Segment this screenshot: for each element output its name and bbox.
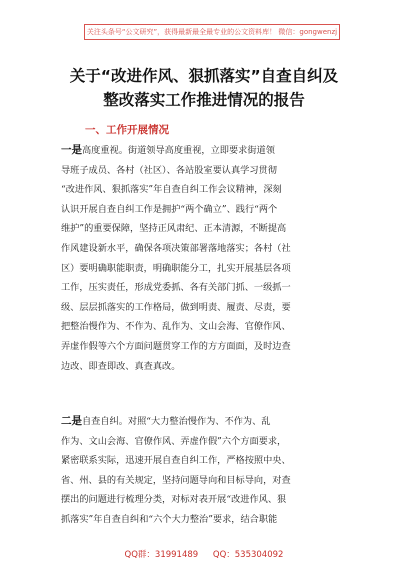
- paragraph-line: 工作，压实责任，形成党委抓、各有关部门抓、一级抓一: [61, 282, 291, 294]
- paragraph-line: 导班子成员、各村（社区）、各站股室要认真学习贯彻: [61, 164, 277, 176]
- paragraph-line: “改进作风、狠抓落实”年自查自纠工作会议精神，深刻: [61, 184, 282, 196]
- title-line-2: 整改落实工作推进情况的报告: [103, 91, 305, 109]
- paragraph-2: [61, 412, 351, 530]
- paragraph-line: 二是自查自纠。对照“大力整治慢作为、不作为、乱: [61, 415, 271, 427]
- paragraph-1: [61, 141, 351, 376]
- paragraph-line: 作为、文山会海、官僚作风、弄虚作假”六个方面要求，: [61, 435, 287, 447]
- footer-qq-group: QQ群：31991489: [124, 550, 199, 560]
- promo-banner: 关注头条号“公文研究”，获得最新最全最专业的公文资料库！ 微信：gongwenzj: [84, 24, 340, 40]
- paragraph-line: 级、层层抓落实的工作格局，做到明责、履责、尽责，要: [61, 301, 291, 313]
- paragraph-line: 区）要明确职能职责，明确职能分工，扎实开展基层各项: [61, 262, 291, 274]
- page-footer: [0, 548, 408, 560]
- paragraph-line: 边改、即查即改、真查真改。: [61, 360, 181, 372]
- section-heading-1: 一、工作开展情况: [85, 124, 169, 136]
- paragraph-lead: 二是: [61, 415, 82, 427]
- paragraph-line: 维护”的重要保障，坚持正风肃纪、正本清源，不断提高: [61, 223, 287, 235]
- paragraph-line: 紧密联系实际，迅速开展自查自纠工作，严格按照中央、: [61, 455, 291, 467]
- paragraph-line: 认识开展自查自纠工作是拥护“两个确立”、践行“两个: [61, 203, 278, 215]
- paragraph-line: 弄虚作假等六个方面问题贯穿工作的方方面面，及时边查: [61, 340, 291, 352]
- paragraph-lead: 一是: [61, 144, 82, 156]
- footer-qq: QQ：535304092: [212, 550, 284, 560]
- paragraph-line: 一是高度重视。街道领导高度重视，立即要求街道领: [61, 144, 275, 156]
- paragraph-line: 省、州、县的有关规定，坚持问题导向和目标导向，对查: [61, 474, 291, 486]
- paragraph-line: 摆出的问题进行梳理分类，对标对表开展“改进作风、狠: [61, 494, 287, 506]
- document-title: [40, 64, 368, 112]
- title-line-1: 关于“改进作风、狠抓落实”自查自纠及: [69, 67, 339, 85]
- paragraph-line: 抓落实”年自查自纠和“六个大力整治”要求，结合职能: [61, 513, 278, 525]
- paragraph-line: 作风建设新水平，确保各项决策部署落地落实；各村（社: [61, 242, 291, 254]
- paragraph-line: 把整治慢作为、不作为、乱作为、文山会海、官僚作风、: [61, 321, 291, 333]
